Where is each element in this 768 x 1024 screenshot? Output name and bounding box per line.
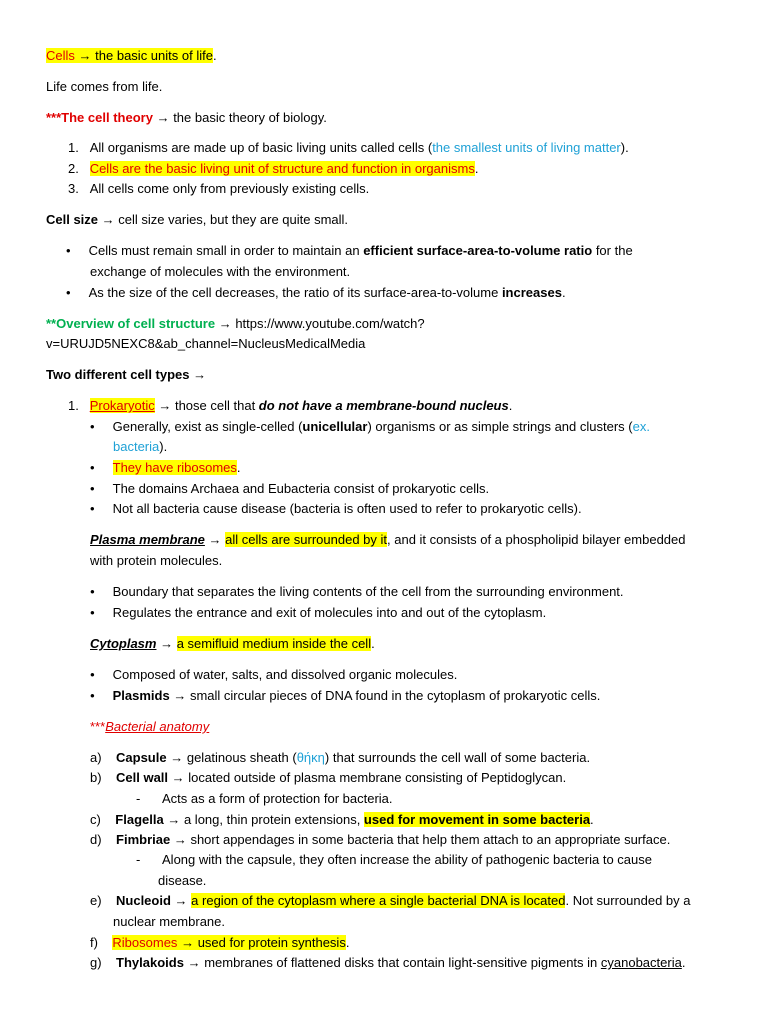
anatomy-text: ) that surrounds the cell wall of some bacteria. (324, 750, 591, 765)
anatomy-item-flagella (90, 812, 594, 828)
overview-link-cont[interactable]: v=URUJD5NEXC8&ab_channel=NucleusMedicalMedia (46, 336, 366, 351)
life-from-life: Life comes from life. (46, 79, 163, 94)
period: . (508, 398, 513, 413)
period: . (212, 48, 217, 63)
cell-theory-heading (46, 110, 327, 126)
arrow-icon: → (173, 688, 187, 703)
bullet-icon: • (90, 584, 95, 599)
plasma-bullet-1 (90, 584, 624, 600)
arrow-icon: → (174, 893, 188, 908)
term-cells: Cells (46, 48, 75, 63)
cell-size-term: Cell size (46, 212, 99, 227)
arrow-icon: → (173, 832, 187, 847)
anatomy-term: Flagella (115, 812, 164, 827)
cell-theory-def: the basic theory of biology. (173, 110, 327, 125)
bullet-text: Boundary that separates the living contents of the cell from the surrounding environment. (112, 584, 624, 599)
bullet-bold: efficient surface-area-to-volume ratio (363, 243, 593, 258)
period: . (236, 460, 241, 475)
anatomy-sub-fimbriae-cont: disease. (158, 873, 207, 888)
period: . (590, 812, 594, 827)
anatomy-sub-cellwall (136, 791, 393, 807)
cells-def-text: the basic units of life (95, 48, 213, 63)
plasma-membrane-line (90, 532, 685, 548)
theory-text: All organisms are made up of basic living units called cells ( (89, 140, 433, 155)
dash-bullet: - (136, 791, 141, 806)
cell-theory-term: ***The cell theory (46, 110, 153, 125)
bullet-icon: • (66, 285, 71, 300)
anatomy-stars: *** (90, 719, 106, 734)
dash-bullet: - (136, 852, 141, 867)
anatomy-term: Nucleoid (116, 893, 171, 908)
bullet-icon: • (90, 460, 95, 475)
anatomy-text: a long, thin protein extensions, (183, 812, 364, 827)
bullet-text: for the (592, 243, 633, 258)
bullet-text: Generally, exist as single-celled ( (112, 419, 303, 434)
anatomy-term: Cell wall (116, 770, 169, 785)
plasma-bullet-2 (90, 605, 546, 621)
plasmids-term: Plasmids (112, 688, 170, 703)
list-number: 1. (68, 398, 79, 413)
anatomy-term: Ribosomes (112, 935, 178, 950)
bullet-icon: • (90, 501, 95, 516)
anatomy-item-thylakoids (90, 955, 685, 971)
bullet-text: small circular pieces of DNA found in the cytoplasm of prokaryotic cells. (189, 688, 601, 703)
size-bullet-2 (66, 285, 566, 301)
theory-item-3 (68, 181, 369, 197)
anatomy-title: Bacterial anatomy (105, 719, 210, 734)
cytoplasm-line (90, 636, 375, 652)
anatomy-term: Thylakoids (116, 955, 184, 970)
plasma-term: Plasma membrane (90, 532, 205, 547)
prok-bullet-1 (90, 419, 650, 435)
cytoplasm-highlight: a semifluid medium inside the cell (176, 636, 372, 651)
list-letter: c) (90, 812, 101, 827)
bullet-icon: • (90, 481, 95, 496)
bullet-text: Composed of water, salts, and dissolved organic molecules. (112, 667, 458, 682)
list-letter: g) (90, 955, 102, 970)
cyto-bullet-2 (90, 688, 600, 704)
arrow-icon: → (78, 48, 92, 63)
bullet-highlight: They have ribosomes (112, 460, 237, 475)
list-number: 3. (68, 181, 79, 196)
overview-link[interactable]: https://www.youtube.com/watch? (235, 316, 425, 331)
arrow-icon: → (101, 212, 115, 227)
prok-bullet-3 (90, 481, 489, 497)
plasma-highlight: all cells are surrounded by it (225, 532, 388, 547)
list-letter: b) (90, 770, 102, 785)
cytoplasm-term: Cytoplasm (90, 636, 157, 651)
anatomy-text: membranes of flattened disks that contain light-sensitive pigments in (204, 955, 601, 970)
arrow-icon: → (167, 812, 181, 827)
theory-blue-text: the smallest units of living matter (432, 140, 621, 155)
anatomy-item-cellwall (90, 770, 566, 786)
prok-emph: do not have a membrane-bound nucleus (258, 398, 509, 413)
bullet-blue: bacteria (113, 439, 160, 454)
list-letter: f) (90, 935, 98, 950)
period: . (561, 285, 566, 300)
anatomy-highlight: used for movement in some bacteria (363, 812, 591, 827)
arrow-icon: → (181, 935, 195, 950)
list-letter: a) (90, 750, 102, 765)
anatomy-item-ribosomes (90, 935, 349, 951)
arrow-icon: → (158, 398, 172, 413)
theory-text: All cells come only from previously existing cells. (89, 181, 370, 196)
cells-definition (46, 48, 217, 64)
arrow-icon: → (208, 532, 222, 547)
list-letter: e) (90, 893, 102, 908)
list-number: 1. (68, 140, 79, 155)
two-types-text: Two different cell types (46, 367, 190, 382)
plasma-text: , and it consists of a phospholipid bilayer embedded (387, 532, 686, 547)
prokaryotic-term: Prokaryotic (89, 398, 155, 413)
period: . (371, 636, 375, 651)
arrow-icon: → (193, 367, 207, 382)
theory-text-end: ). (620, 140, 629, 155)
list-number: 2. (68, 161, 79, 176)
bullet-blue: ex. (632, 419, 650, 434)
anatomy-text: . Not surrounded by a (565, 893, 691, 908)
anatomy-term: Capsule (116, 750, 167, 765)
anatomy-highlight: used for protein synthesis (197, 935, 346, 950)
prok-bullet-1-cont (113, 439, 167, 455)
period: . (474, 161, 479, 176)
anatomy-text: short appendages in some bacteria that help them attach to an appropriate surface. (190, 832, 671, 847)
two-types-heading (46, 367, 206, 383)
bullet-icon: • (90, 605, 95, 620)
cyto-bullet-1 (90, 667, 457, 683)
plasma-membrane-cont: with protein molecules. (90, 553, 223, 568)
size-bullet-1 (66, 243, 633, 259)
bacterial-anatomy-heading (90, 719, 209, 735)
anatomy-item-nucleoid-cont: nuclear membrane. (113, 914, 225, 929)
anatomy-text: located outside of plasma membrane consisting of Peptidoglycan. (188, 770, 567, 785)
greek-word: θήκη (296, 750, 325, 765)
prok-text: those cell that (174, 398, 259, 413)
arrow-icon: → (170, 750, 184, 765)
anatomy-subtext: Along with the capsule, they often increase the ability of pathogenic bacteria to cause (162, 852, 652, 867)
period: . (681, 955, 686, 970)
cell-size-heading (46, 212, 348, 228)
theory-highlight: Cells are the basic living unit of structure and function in organisms (89, 161, 475, 176)
bullet-bold: increases (501, 285, 562, 300)
cell-size-def: cell size varies, but they are quite small. (118, 212, 349, 227)
bullet-text: As the size of the cell decreases, the ratio of its surface-area-to-volume (88, 285, 502, 300)
arrow-icon: → (160, 636, 174, 651)
anatomy-sub-fimbriae (136, 852, 652, 868)
bullet-icon: • (90, 419, 95, 434)
anatomy-subtext: Acts as a form of protection for bacteria. (162, 791, 393, 806)
bullet-text: Cells must remain small in order to maintain an (88, 243, 364, 258)
anatomy-text: gelatinous sheath ( (186, 750, 297, 765)
bullet-text: Regulates the entrance and exit of molecules into and out of the cytoplasm. (112, 605, 547, 620)
overview-term: **Overview of cell structure (46, 316, 216, 331)
anatomy-term: Fimbriae (116, 832, 171, 847)
anatomy-underline: cyanobacteria (600, 955, 682, 970)
anatomy-item-nucleoid (90, 893, 691, 909)
size-bullet-1-cont: exchange of molecules with the environment. (90, 264, 351, 279)
theory-item-2 (68, 161, 478, 177)
arrow-icon: → (187, 955, 201, 970)
prok-bullet-2 (90, 460, 241, 476)
bullet-text: Not all bacteria cause disease (bacteria is often used to refer to prokaryotic cells). (112, 501, 582, 516)
bullet-bold: unicellular (302, 419, 368, 434)
arrow-icon: → (171, 770, 185, 785)
anatomy-item-fimbriae (90, 832, 670, 848)
anatomy-item-capsule (90, 750, 590, 766)
bullet-icon: • (66, 243, 71, 258)
bullet-icon: • (90, 667, 95, 682)
anatomy-highlight: a region of the cytoplasm where a single bacterial DNA is located (191, 893, 566, 908)
bullet-icon: • (90, 688, 95, 703)
theory-item-1 (68, 140, 629, 156)
overview-line (46, 316, 425, 332)
prokaryotic-item (68, 398, 512, 414)
list-letter: d) (90, 832, 102, 847)
bullet-text: The domains Archaea and Eubacteria consist of prokaryotic cells. (112, 481, 490, 496)
arrow-icon: → (156, 110, 170, 125)
bullet-text: ) organisms or as simple strings and clusters ( (367, 419, 633, 434)
period: . (345, 935, 350, 950)
prok-bullet-4 (90, 501, 582, 517)
arrow-icon: → (218, 316, 232, 331)
bullet-text: ). (159, 439, 168, 454)
